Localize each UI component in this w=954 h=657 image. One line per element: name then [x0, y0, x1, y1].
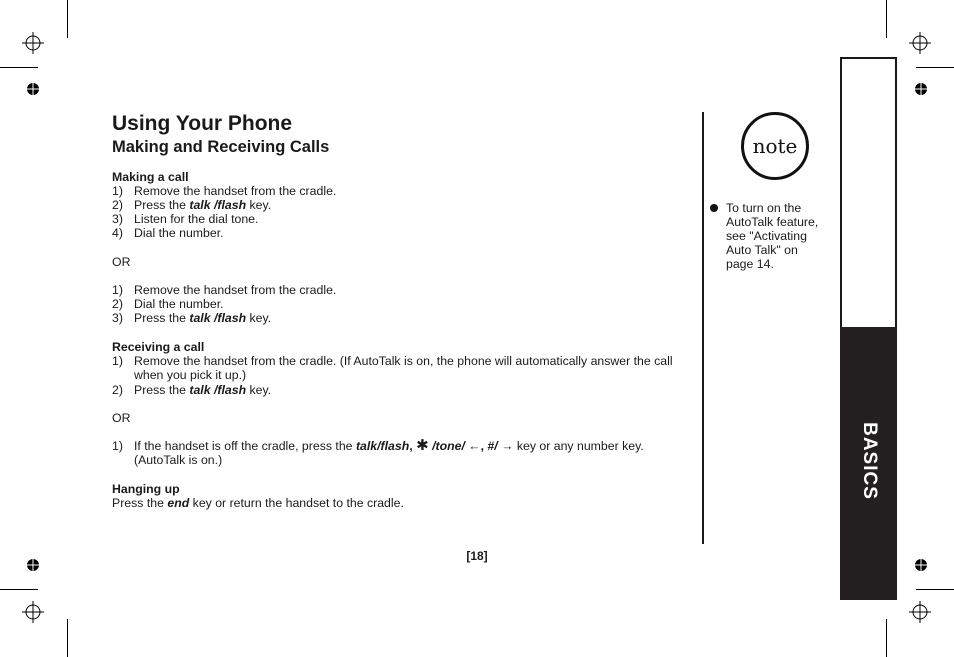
registration-target-icon — [22, 601, 44, 623]
registration-target-icon — [22, 32, 44, 54]
crop-mark — [67, 619, 68, 657]
bullet-icon — [710, 204, 718, 212]
making-call-heading: Making a call — [112, 170, 189, 184]
list-item: 2) Dial the number. — [112, 297, 224, 311]
page-subtitle: Making and Receiving Calls — [112, 138, 330, 156]
registration-dot-icon — [23, 79, 43, 99]
page-number: [18] — [466, 549, 488, 563]
crop-mark — [0, 67, 38, 68]
receiving-call-heading: Receiving a call — [112, 340, 205, 354]
list-item: 1) Remove the handset from the cradle. — [112, 184, 337, 198]
list-item-continuation: when you pick it up.) — [134, 368, 247, 382]
note-list — [710, 201, 818, 271]
list-item: 2) Press the talk /flash key. — [112, 383, 272, 397]
registration-dot-icon — [911, 79, 931, 99]
list-item: 1) If the handset is off the cradle, press the talk/flash, ✱ /tone/ ←, #/ → key or any number key. — [112, 437, 644, 454]
section-tab-upper — [840, 57, 897, 331]
crop-mark — [916, 67, 954, 68]
or-separator: OR — [112, 255, 131, 269]
column-divider — [702, 112, 704, 544]
section-tab-label: BASICS — [858, 422, 880, 500]
star-key-icon: ✱ — [416, 437, 429, 454]
list-item: 4) Dial the number. — [112, 226, 224, 240]
list-item: 3) Listen for the dial tone. — [112, 212, 259, 226]
note-label: note — [752, 134, 798, 158]
crop-mark — [886, 0, 887, 38]
list-item: 1) Remove the handset from the cradle. — [112, 283, 337, 297]
right-arrow-icon: → — [501, 439, 514, 453]
crop-mark — [0, 589, 38, 590]
hanging-up-text: Press the end key or return the handset to the cradle. — [112, 496, 404, 510]
registration-target-icon — [909, 32, 931, 54]
list-item-continuation: (AutoTalk is on.) — [134, 453, 223, 467]
page-title: Using Your Phone — [112, 112, 293, 135]
main-content — [112, 170, 673, 510]
note-item: To turn on the AutoTalk feature, see "Activating Auto Talk" on page 14. — [710, 201, 818, 271]
registration-target-icon — [909, 601, 931, 623]
crop-mark — [916, 589, 954, 590]
list-item: 3) Press the talk /flash key. — [112, 311, 272, 325]
list-item: 1) Remove the handset from the cradle. (If AutoTalk is on, the phone will automatically answer the call — [112, 354, 673, 368]
crop-mark — [67, 0, 68, 38]
or-separator: OR — [112, 411, 131, 425]
note-circle-icon — [741, 112, 809, 180]
hanging-up-heading: Hanging up — [112, 482, 180, 496]
list-item: 2) Press the talk /flash key. — [112, 198, 272, 212]
crop-mark — [886, 619, 887, 657]
left-arrow-icon: ← — [468, 439, 481, 453]
